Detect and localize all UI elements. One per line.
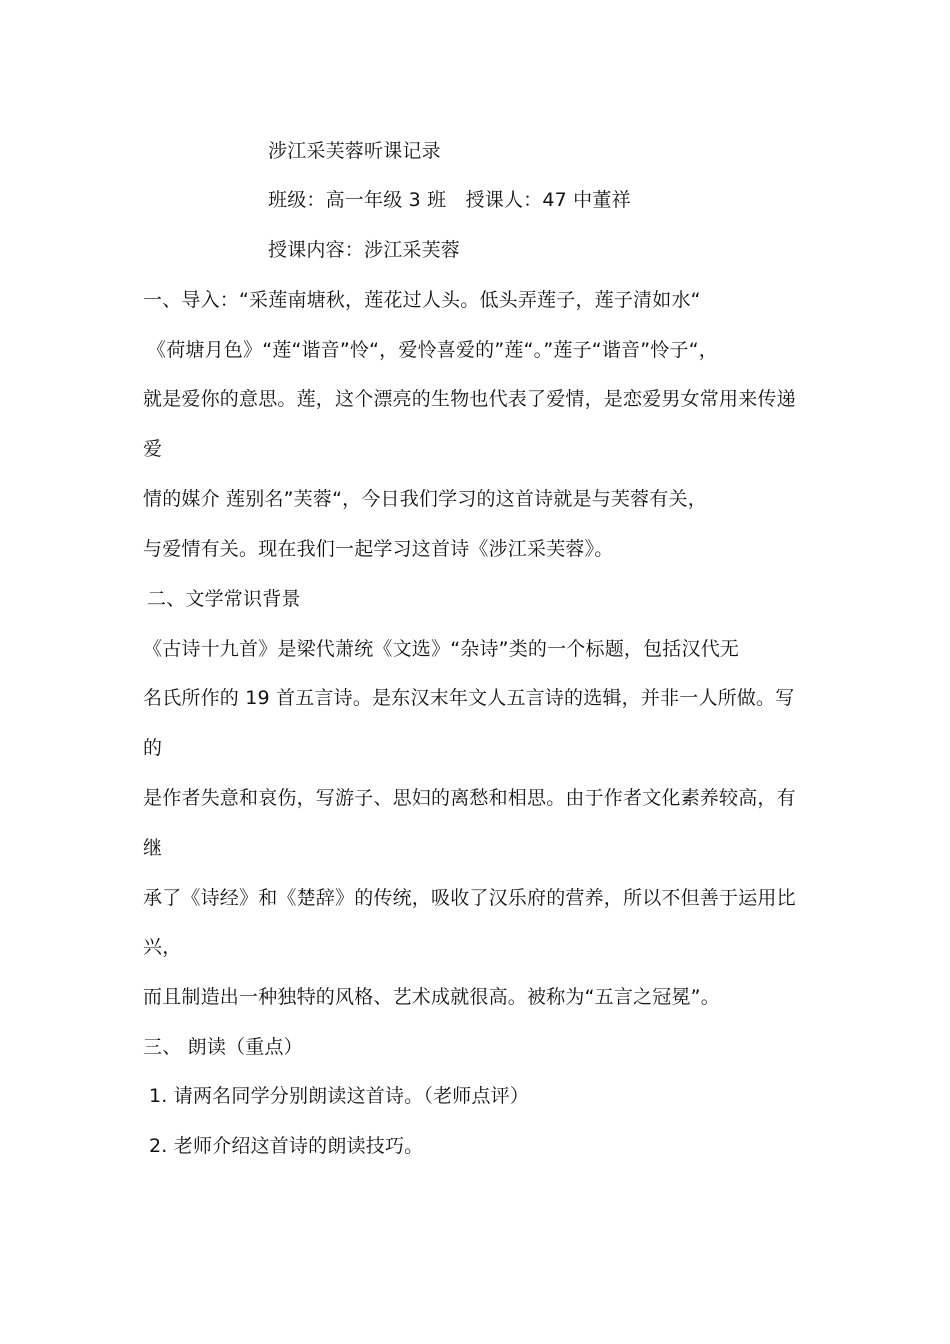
paragraph-line: 继 — [143, 837, 163, 859]
paragraph-line: 而且制造出一种独特的风格、艺术成就很高。被称为“五言之冠冕”。 — [143, 986, 720, 1008]
list-item: 1. 请两名同学分别朗读这首诗。（老师点评） — [149, 1085, 530, 1107]
paragraph-line: 《古诗十九首》是梁代萧统《文选》“杂诗”类的一个标题，包括汉代无 — [143, 638, 740, 660]
list-item: 2. 老师介绍这首诗的朗读技巧。 — [149, 1135, 424, 1157]
class-info: 班级：高一年级 3 班 授课人：47 中董祥 — [268, 189, 631, 211]
paragraph-line: 承了《诗经》和《楚辞》的传统，吸收了汉乐府的营养，所以不但善于运用比 — [143, 887, 796, 909]
paragraph-line: 名氏所作的 19 首五言诗。是东汉末年文人五言诗的选辑，并非一人所做。写 — [143, 687, 795, 709]
intro-heading-line: 一、导入：“采莲南塘秋，莲花过人头。低头弄莲子，莲子清如水“ — [143, 289, 701, 311]
content-info: 授课内容：涉江采芙蓉 — [268, 239, 461, 261]
paragraph-line: 就是爱你的意思。莲，这个漂亮的生物也代表了爱情，是恋爱男女常用来传递 — [143, 388, 796, 410]
paragraph-line: 的 — [143, 737, 163, 759]
document-title: 涉江采芙蓉听课记录 — [268, 140, 441, 162]
paragraph-line: 《荷塘月色》“莲“谐音”怜“，爱怜喜爱的”莲“。”莲子“谐音”怜子“， — [147, 339, 718, 361]
section-heading-background: 二、文学常识背景 — [147, 588, 301, 610]
paragraph-line: 与爱情有关。现在我们一起学习这首诗《涉江采芙蓉》。 — [143, 538, 614, 560]
paragraph-line: 情的媒介 莲别名”芙蓉“，今日我们学习的这首诗就是与芙蓉有关， — [143, 488, 707, 510]
section-heading-reading: 三、 朗读（重点） — [143, 1036, 303, 1058]
paragraph-line: 是作者失意和哀伤，写游子、思妇的离愁和相思。由于作者文化素养较高，有 — [143, 787, 796, 809]
paragraph-line: 兴， — [143, 936, 182, 958]
paragraph-line: 爱 — [143, 438, 163, 460]
